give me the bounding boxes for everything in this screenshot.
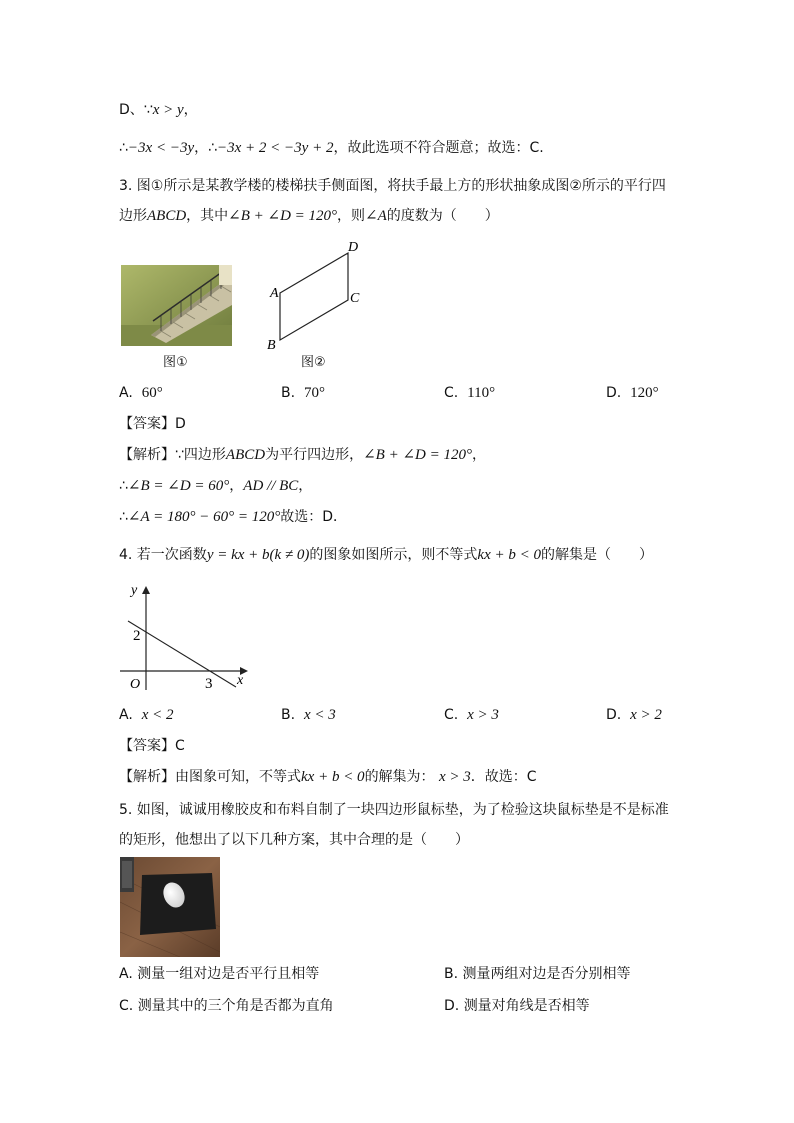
math: −3x < −3y <box>127 140 195 156</box>
mousepad-photo <box>120 857 220 957</box>
text: 由图象可知，不等式 <box>175 769 301 785</box>
math: ∠A = 180° − 60° = 120° <box>127 509 281 525</box>
text: 的解集为： <box>364 769 435 785</box>
text: 的图象如图所示，则不等式 <box>309 547 478 563</box>
q5-stem-line2: 的矩形，他想出了以下几种方案，其中合理的是（ ） <box>119 832 469 848</box>
option-value: x > 3 <box>467 707 499 723</box>
q5-option-d[interactable] <box>444 996 590 1016</box>
answer-value: C <box>175 738 185 754</box>
option-key: A. <box>119 707 133 723</box>
text: 的解集是（ ） <box>540 547 653 563</box>
option-value: 110° <box>467 385 496 401</box>
q5-stem-line1: 5. 如图，诚诚用橡胶皮和布料自制了一块四边形鼠标垫，为了检验这块鼠标垫是不是标准 <box>119 802 669 818</box>
option-value: 测量两组对边是否分别相等 <box>462 966 631 982</box>
fig1-caption: 图① <box>163 355 188 370</box>
text: ，则 <box>337 208 366 224</box>
vertex-b-label: B <box>267 338 276 353</box>
q4-option-c[interactable] <box>444 705 499 725</box>
analysis-label: 【解析】 <box>119 447 175 463</box>
x-axis-label: x <box>237 673 244 688</box>
option-value: 120° <box>630 385 659 401</box>
option-key: D. <box>444 998 460 1014</box>
text: 故选：D． <box>280 509 348 525</box>
option-key: C. <box>119 998 134 1014</box>
parallelogram-figure <box>262 238 372 353</box>
option-key: D. <box>606 707 622 723</box>
text: ， <box>183 102 198 118</box>
option-key: A. <box>119 385 133 401</box>
math: kx + b < 0 <box>301 769 365 785</box>
fig2-caption: 图② <box>301 355 326 370</box>
math: ∠B = ∠D = 60° <box>127 478 230 494</box>
q4-option-a[interactable] <box>119 705 173 725</box>
text: 为平行四边形， <box>265 447 364 463</box>
vertex-a-label: A <box>270 286 279 301</box>
option-value: 测量其中的三个角是否都为直角 <box>137 998 334 1014</box>
vertex-d-label: D <box>348 240 359 255</box>
q2-option-d <box>119 100 198 120</box>
option-key: C. <box>444 707 459 723</box>
math: ∠B + ∠D = 120° <box>363 447 472 463</box>
text: 4. 若一次函数 <box>119 547 207 563</box>
option-value: 70° <box>303 385 325 401</box>
text: ．故选：C <box>470 769 537 785</box>
text: ， <box>471 447 486 463</box>
math: ∠B + ∠D = 120° <box>228 208 338 224</box>
math: y = kx + b(k ≠ 0) <box>206 547 310 563</box>
answer-value: D <box>175 416 186 432</box>
option-value: x < 2 <box>141 707 174 723</box>
math: x > 3 <box>439 769 471 785</box>
q5-option-c[interactable] <box>119 996 334 1016</box>
linear-function-graph <box>118 578 253 693</box>
option-value: 60° <box>141 385 163 401</box>
function-line <box>128 621 236 687</box>
math: AD // BC <box>243 478 299 494</box>
math: ABCD <box>147 208 187 224</box>
text: ，其中 <box>186 208 229 224</box>
q3-analysis-line1 <box>119 445 486 465</box>
q4-option-b[interactable] <box>281 705 336 725</box>
option-key: C. <box>444 385 459 401</box>
y-axis-label: y <box>131 583 138 598</box>
q5-option-a[interactable] <box>119 964 319 984</box>
option-key: A. <box>119 966 133 982</box>
math: ∠A <box>365 208 387 224</box>
q3-analysis-line3 <box>119 507 347 527</box>
q3-stem-line1: 3. 图①所示是某教学楼的楼梯扶手侧面图，将扶手最上方的形状抽象成图②所示的平行四 <box>119 178 666 194</box>
text: 边形 <box>119 208 147 224</box>
option-value: 测量对角线是否相等 <box>463 998 590 1014</box>
q3-option-d[interactable] <box>606 383 659 403</box>
text: 的度数为（ ） <box>386 208 499 224</box>
q3-option-b[interactable] <box>281 383 325 403</box>
option-key: B. <box>281 707 296 723</box>
math: x > y <box>152 102 184 118</box>
y-intercept-label: 2 <box>133 628 141 644</box>
q4-stem <box>119 545 653 565</box>
stairs-photo <box>121 265 232 346</box>
q3-stem-line2 <box>119 206 499 226</box>
answer-label: 【答案】 <box>119 738 175 754</box>
text: ∴ <box>119 478 128 494</box>
vertex-c-label: C <box>350 291 360 306</box>
y-axis-arrow <box>142 586 150 594</box>
analysis-label: 【解析】 <box>119 769 175 785</box>
answer-label: 【答案】 <box>119 416 175 432</box>
option-value: x < 3 <box>303 707 336 723</box>
text: ， <box>298 478 313 494</box>
math: −3x + 2 < −3y + 2 <box>217 140 334 156</box>
text: ∴ <box>119 509 128 525</box>
text: ，∴ <box>194 140 218 156</box>
option-value: 测量一组对边是否平行且相等 <box>137 966 320 982</box>
text: ∵四边形 <box>175 447 226 463</box>
math: ABCD <box>225 447 266 463</box>
q4-answer <box>119 736 185 756</box>
text: ，故此选项不符合题意；故选：C. <box>333 140 544 156</box>
q5-option-b[interactable] <box>444 964 631 984</box>
q3-answer <box>119 414 186 434</box>
q2-conclusion <box>119 138 544 158</box>
option-key: B. <box>444 966 459 982</box>
q4-analysis <box>119 767 537 787</box>
q3-option-c[interactable] <box>444 383 495 403</box>
math: kx + b < 0 <box>477 547 541 563</box>
option-key: B. <box>281 385 296 401</box>
option-key: D. <box>606 385 622 401</box>
option-value: x > 2 <box>630 707 662 723</box>
q3-analysis-line2 <box>119 476 312 496</box>
origin-label: O <box>130 677 141 692</box>
q4-option-d[interactable] <box>606 705 662 725</box>
x-intercept-label: 3 <box>205 676 213 692</box>
text: D、∵ <box>119 102 153 118</box>
text: ∴ <box>119 140 128 156</box>
text: ， <box>229 478 244 494</box>
q3-option-a[interactable] <box>119 383 163 403</box>
